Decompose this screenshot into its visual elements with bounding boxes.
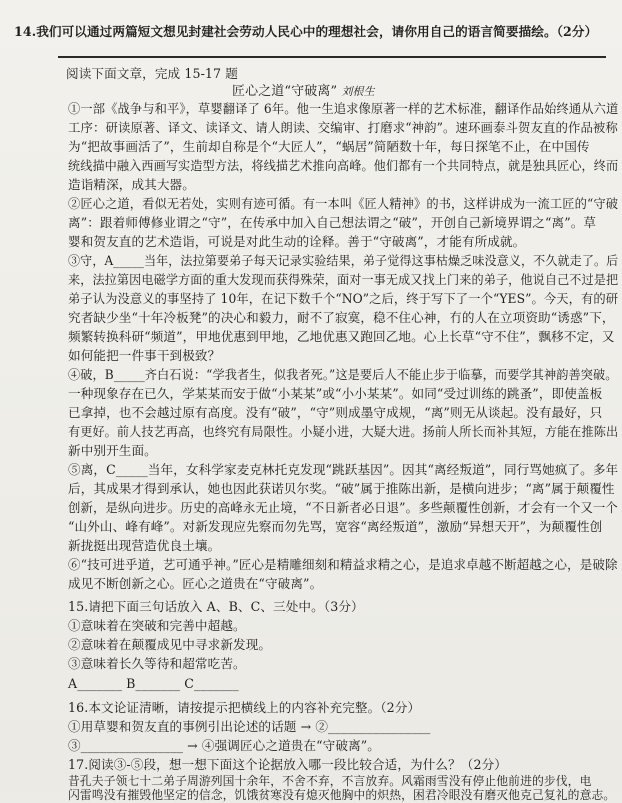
body-line-14: 如何能把一件事干到极致？ — [68, 348, 221, 363]
body-line-2: 工序：研读原著、译文、读译文、请人朗读、交编审、打磨求“神韵”。速环画泰斗贺友直的作品被称 — [68, 120, 618, 135]
body-line-5: 造诣精深，成其大器。 — [68, 177, 195, 192]
body-line-26: 成见不断创新之心。匠心之道贵在“守破离”。 — [68, 576, 323, 591]
body-line-10: 来，法拉第因电磁学方面的重大发现而获得殊荣，面对一事无成又找上门来的弟子，他说自己不过是把 — [68, 272, 619, 287]
divider-top — [58, 56, 606, 58]
question-16-stem: 16.本文论证清晰，请按提示把横线上的内容补充完整。（2分） — [68, 700, 421, 715]
body-line-11: 弟子认为没意义的事坚持了 10年，在记下数千个“NO”之后，终于写下了一个“YES”。今天，有的研 — [68, 291, 619, 306]
body-line-23: “山外山、峰有峰”。对新发现应先察而勿先骂，宽容“离经叛道”，激励“异想天开”，为颠覆性创 — [68, 519, 603, 534]
article-author: 刘根生 — [341, 85, 375, 98]
question-15-answer-line: A_______ B_______ C_______ — [68, 676, 239, 691]
question-15-option-2: ②意味着在颠覆成见中寻求新发现。 — [68, 637, 272, 652]
question-16-line-1: ①用草婴和贺友直的事例引出论述的话题 → ②________________ — [68, 719, 431, 734]
body-line-9: ③守，A_____当年，法拉第要弟子每天记录实验结果，弟子觉得这事枯燥乏味没意义，不久就走了。后 — [68, 253, 619, 268]
body-line-22: 创新，是纵向进步。历史的高峰永无止境，“不日新者必日退”。多些颠覆性创新，才会有一个又一个 — [68, 500, 618, 515]
question-14: 14.我们可以通过两篇短文想见封建社会劳动人民心中的理想社会，请你用自己的语言简要描绘。（2分） — [14, 24, 598, 39]
body-line-8: 婴和贺友直的艺术造诣，可说是对此生动的诠释。善于“守破离”，才能有所成就。 — [68, 234, 526, 249]
question-15-option-3: ③意味着长久等待和超常吃苦。 — [68, 656, 246, 671]
body-line-4: 统线描中融入西画写实造型方法，将线描艺术推向高峰。他们都有一个共同特点，就是独具匠心，终而 — [68, 158, 619, 173]
body-line-21: 后，其成果才得到承认，她也因此获诺贝尔奖。“破”属于推陈出新，是横向进步；“离”属于颠覆性 — [68, 481, 615, 496]
body-line-3: 为“把故事画活了”，生前却自称是个“大匠人”，“蜗居”简陋数十年，每日探笔不止，在中国传 — [68, 139, 590, 154]
body-line-12: 究者缺少坐“十年冷板凳”的决心和毅力，耐不了寂寞，稳不住心神，冇的人在立项资助“诱惑”下， — [68, 310, 615, 325]
body-line-20: ⑤离，C_____当年，女科学家麦克林托克发现“跳跃基因”。因其“离经叛道”，同行骂她疯了。多年 — [68, 462, 619, 477]
question-15-stem: 15.请把下面三句话放入 A、B、C、三处中。（3分） — [68, 599, 364, 614]
body-line-17: 已拿掉，也不会越过原有高度。没有“破”，“守”则成墨守成规，“离”则无从谈起。没有最好，只 — [68, 405, 603, 420]
body-line-1: ①一部《战争与和平》，草婴翻译了 6年。他一生追求像原著一样的艺术标准，翻译作品始终通从六道 — [68, 101, 619, 116]
body-line-13: 频繁转换科研“频道”，甲地优惠到甲地，乙地优惠又跑回乙地。心上长草“守不住”，飘移不定，又 — [68, 329, 615, 344]
body-line-24: 新拢挺出现营造优良土壤。 — [68, 538, 221, 553]
question-15-option-1: ①意味着在突破和完善中超越。 — [68, 618, 246, 633]
body-line-7: 离”：跟着师傅修业谓之“守”，在传承中加入自己想法谓之“破”，开创自己新境界谓之“离”。草 — [68, 215, 597, 230]
question-17-text-1: 昔孔夫子领七十二弟子周游列国十余年，不舍不弃，不言放弃。风霜雨雪没有停止他前进的步伐，电 — [68, 774, 592, 788]
body-line-19: 新中别开生面。 — [68, 443, 157, 458]
question-17-stem: 17.阅读③-⑤段，想一想下面这个论据放入哪一段比较合适，为什么？（2分） — [68, 757, 507, 772]
question-17-text-2: 闪雷鸣没有摧毁他坚定的信念，饥饿贫寒没有熄灭他胸中的炽热，困君冷眼没有磨灭他克己复礼的意志。 — [68, 788, 616, 802]
body-line-16: 一种现象存在已久，学某某而安于做“小某某”或“小小某某”。如同“受过训练的跳蚤”，即使盖板 — [68, 386, 603, 401]
body-line-15: ④破，B_____齐白石说：“学我者生，似我者死。”这是要后人不能止步于临摹，而要学其神韵善突破。 — [68, 367, 618, 382]
question-16-line-2: ③________________ → ④强调匠心之道贵在“守破离”。 — [68, 738, 380, 753]
article-title — [232, 84, 375, 100]
article-title-text: 匠心之道“守破离” — [232, 84, 338, 99]
body-line-6: ②匠心之道，看似无若处，实则有迹可循。有一本叫《匠人精神》的书，这样讲成为一流工匠的“守破 — [68, 196, 619, 211]
reading-instruction: 阅读下面文章，完成 15-17 题 — [66, 66, 238, 81]
body-line-18: 有更好。前人技艺再高，也终究有局限性。小疑小进，大疑大进。扬前人所长而补其短，方能在推陈出 — [68, 424, 619, 439]
body-line-25: ⑥“技可进乎道，艺可通乎神。”匠心是精雕细刻和精益求精之心，是追求卓越不断超越之心，是破除 — [68, 557, 618, 572]
